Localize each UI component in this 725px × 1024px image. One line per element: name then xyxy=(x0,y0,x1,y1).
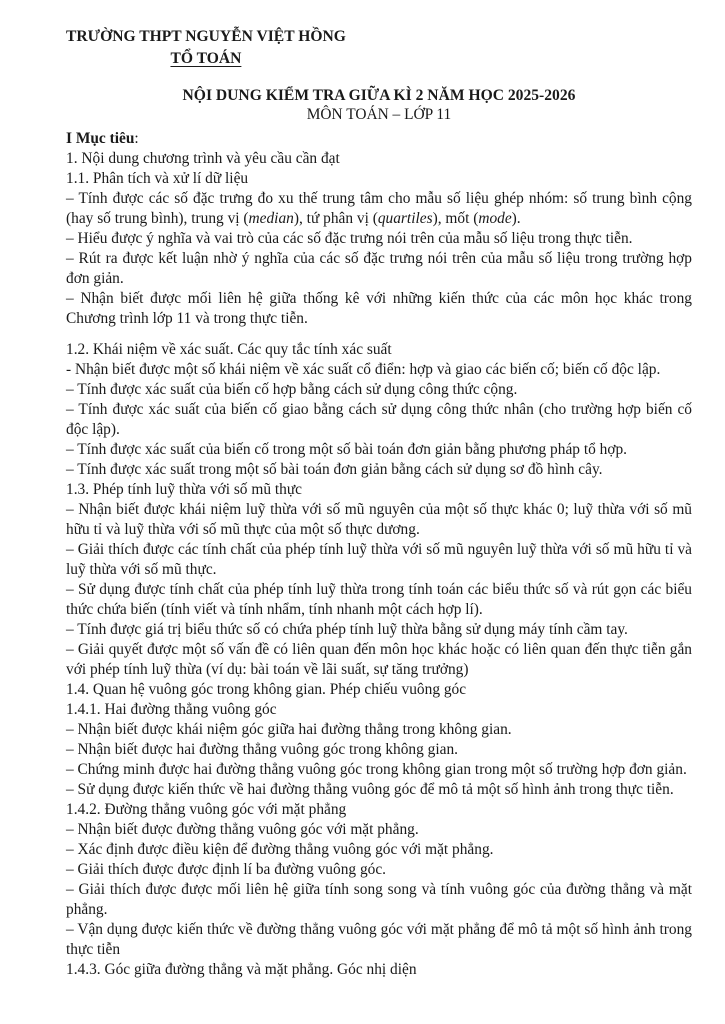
text-run: – Tính được xác suất trong một số bài toán đơn giản bằng cách sử dụng sơ đồ hình cây. xyxy=(66,461,603,478)
paragraph xyxy=(66,840,692,860)
text-run: – Vận dụng được kiến thức về đường thẳng vuông góc với mặt phẳng để mô tả một số hình ảnh trong thực tiễn xyxy=(66,921,692,958)
paragraph xyxy=(66,740,692,760)
paragraph xyxy=(66,680,692,700)
paragraph xyxy=(66,129,692,149)
paragraph xyxy=(66,580,692,620)
department-name: TỔ TOÁN xyxy=(170,50,242,67)
text-run: – Chứng minh được hai đường thẳng vuông góc trong không gian trong một số trường hợp đơn giản. xyxy=(66,761,687,778)
paragraph xyxy=(66,380,692,400)
paragraph xyxy=(66,460,692,480)
paragraph xyxy=(66,340,692,360)
document-title xyxy=(66,86,692,124)
text-run: – Tính được giá trị biểu thức số có chứa phép tính luỹ thừa bằng sử dụng máy tính cầm tay. xyxy=(66,621,628,638)
text-run: – Nhận biết được mối liên hệ giữa thống kê với những kiến thức của các môn học khác trong Chương trình lớp 11 và trong thực tiễn. xyxy=(66,290,692,327)
paragraph xyxy=(66,960,692,980)
text-run: – Tính được xác suất của biến cố hợp bằng cách sử dụng công thức cộng. xyxy=(66,381,518,398)
text-run: – Tính được xác suất của biến cố trong một số bài toán đơn giản bằng phương pháp tổ hợp. xyxy=(66,441,628,458)
paragraph xyxy=(66,189,692,229)
text-run: – Nhận biết được khái niệm góc giữa hai đường thẳng trong không gian. xyxy=(66,721,512,738)
paragraph xyxy=(66,820,692,840)
text-run: – Giải quyết được một số vấn đề có liên quan đến môn học khác hoặc có liên quan đến thực tiễn gắn với phép tính luỹ thừa (ví dụ: bài toán về lãi suất, sự tăng trưởng) xyxy=(66,641,692,678)
paragraph xyxy=(66,880,692,920)
paragraph xyxy=(66,169,692,189)
text-run: 1.4.2. Đường thẳng vuông góc với mặt phẳng xyxy=(66,801,347,818)
text-run: – Giải thích được được mối liên hệ giữa tính song song và tính vuông góc của đường thẳng và mặt phẳng. xyxy=(66,881,692,918)
paragraph xyxy=(66,780,692,800)
text-run: 1.4. Quan hệ vuông góc trong không gian. Phép chiếu vuông góc xyxy=(66,681,467,698)
text-run: – Giải thích được các tính chất của phép tính luỹ thừa với số mũ nguyên luỹ thừa với số mũ hữu tỉ và luỹ thừa với số mũ thực. xyxy=(66,541,692,578)
paragraph xyxy=(66,540,692,580)
text-run: ), tứ phân vị ( xyxy=(293,210,378,227)
paragraph xyxy=(66,500,692,540)
text-run: 1.4.3. Góc giữa đường thẳng và mặt phẳng. Góc nhị diện xyxy=(66,961,417,978)
text-run: ). xyxy=(511,210,521,227)
text-run: 1.3. Phép tính luỹ thừa với số mũ thực xyxy=(66,481,303,498)
text-run: mode xyxy=(478,210,512,227)
text-run: – Nhận biết được hai đường thẳng vuông góc trong không gian. xyxy=(66,741,459,758)
exam-title: NỘI DUNG KIỂM TRA GIỮA KÌ 2 NĂM HỌC 2025-2026 xyxy=(182,87,576,104)
paragraph xyxy=(66,149,692,169)
paragraph xyxy=(66,440,692,460)
paragraph xyxy=(66,700,692,720)
paragraph xyxy=(66,760,692,780)
text-run: - Nhận biết được một số khái niệm về xác suất cổ điển: hợp và giao các biến cố; biến cố độc lập. xyxy=(66,361,661,378)
paragraph xyxy=(66,860,692,880)
school-name: TRƯỜNG THPT NGUYỄN VIỆT HỒNG xyxy=(66,28,346,45)
text-run: – Giải thích được được định lí ba đường vuông góc. xyxy=(66,861,387,878)
text-run: – Tính được các số đặc trưng đo xu thế trung tâm cho mẫu số liệu ghép nhóm: số trung bình cộng (hay số trung bình), trung vị ( xyxy=(66,190,692,227)
paragraph xyxy=(66,620,692,640)
text-run: – Hiểu được ý nghĩa và vai trò của các số đặc trưng nói trên của mẫu số liệu trong thực tiễn. xyxy=(66,230,633,247)
text-run: 1.2. Khái niệm về xác suất. Các quy tắc tính xác suất xyxy=(66,341,392,358)
text-run: 1. Nội dung chương trình và yêu cầu cần đạt xyxy=(66,150,340,167)
paragraph xyxy=(66,229,692,249)
paragraph xyxy=(66,720,692,740)
subject-grade: MÔN TOÁN – LỚP 11 xyxy=(306,106,452,123)
text-run: – Sử dụng được kiến thức về hai đường thẳng vuông góc để mô tả một số hình ảnh trong thực tiễn. xyxy=(66,781,674,798)
text-run: ), mốt ( xyxy=(432,210,479,227)
text-run: 1.4.1. Hai đường thẳng vuông góc xyxy=(66,701,277,718)
paragraph xyxy=(66,289,692,329)
paragraph xyxy=(66,920,692,960)
text-run: – Rút ra được kết luận nhờ ý nghĩa của các số đặc trưng nói trên của mẫu số liệu trong trường hợp đơn giản. xyxy=(66,250,692,287)
paragraph xyxy=(66,400,692,440)
text-run: – Nhận biết được khái niệm luỹ thừa với số mũ nguyên của một số thực khác 0; luỹ thừa với số mũ hữu tỉ và luỹ thừa với số mũ thực của một số thực dương. xyxy=(66,501,692,538)
text-run: median xyxy=(248,210,294,227)
text-run: – Tính được xác suất của biến cố giao bằng cách sử dụng công thức nhân (cho trường hợp biến cố độc lập). xyxy=(66,401,692,438)
paragraph xyxy=(66,480,692,500)
text-run: – Xác định được điều kiện để đường thẳng vuông góc với mặt phẳng. xyxy=(66,841,494,858)
text-run: – Nhận biết được đường thẳng vuông góc với mặt phẳng. xyxy=(66,821,419,838)
text-run: I Mục tiêu xyxy=(66,130,135,147)
text-run: quartiles xyxy=(377,210,433,227)
document-body xyxy=(66,129,692,980)
text-run: 1.1. Phân tích và xử lí dữ liệu xyxy=(66,170,249,187)
paragraph xyxy=(66,640,692,680)
paragraph xyxy=(66,360,692,380)
text-run: – Sử dụng được tính chất của phép tính luỹ thừa trong tính toán các biểu thức số và rút gọn các biểu thức chứa biến (tính viết và tính nhẩm, tính nhanh một cách hợp lí). xyxy=(66,581,692,618)
paragraph xyxy=(66,800,692,820)
text-run: : xyxy=(134,130,139,147)
paragraph xyxy=(66,249,692,289)
document-header xyxy=(66,26,346,70)
